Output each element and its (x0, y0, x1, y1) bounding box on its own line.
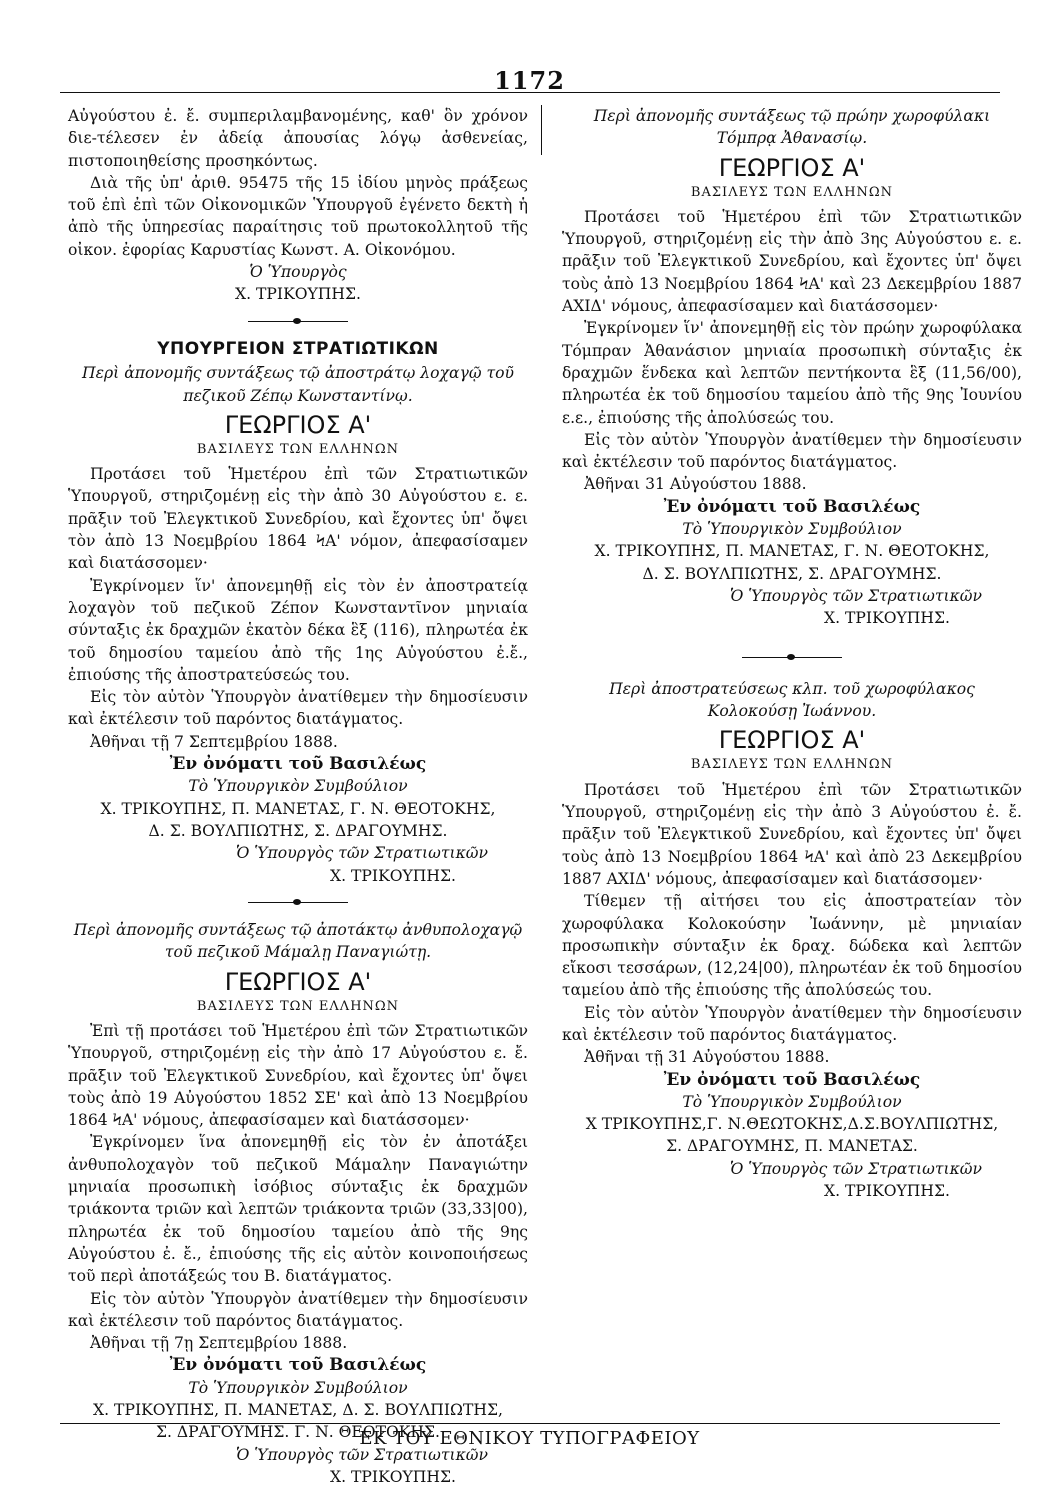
ministers-line: Δ. Σ. ΒΟΥΛΠΙΩΤΗΣ, Σ. ΔΡΑΓΟΥΜΗΣ. (642, 564, 942, 583)
decree-1 (68, 362, 528, 887)
signature-title: Ὁ Ὑπουργὸς τῶν Στρατιωτικῶν (235, 1445, 488, 1464)
decree-paragraph: Ἐγκρίνομεν ἵν' ἀπονεμηθῇ εἰς τὸν πρώην χωροφύλακα Τόμπραν Ἀθανάσιον μηνιαία προσωπικὴ σύνταξις ἐκ δραχμῶν ἕνδεκα καὶ λεπτῶν πεντήκοντα ἓξ (11,56/00), πληρωτέα ἐκ τοῦ δημοσίου ταμείου ἀπὸ τῆς 9ης Ἰουνίου ε.ε., ἐπιούσης τῆς ἀπολύσεώς του. (562, 319, 1022, 427)
signature-name: Χ. ΤΡΙΚΟΥΠΗΣ. (330, 866, 456, 885)
ministers-line: Χ. ΤΡΙΚΟΥΠΗΣ, Π. ΜΑΝΕΤΑΣ, Γ. Ν. ΘΕΟΤΟΚΗΣ, (100, 799, 496, 818)
signature-title: Ὁ Ὑπουργὸς τῶν Στρατιωτικῶν (729, 1159, 982, 1178)
decree-date: Ἀθῆναι τῇ 7 Σεπτεμβρίου 1888. (90, 732, 338, 751)
ministers-line: Χ. ΤΡΙΚΟΥΠΗΣ, Π. ΜΑΝΕΤΑΣ, Γ. Ν. ΘΕΟΤΟΚΗΣ, (594, 542, 990, 561)
signature-name: Χ. ΤΡΙΚΟΥΠΗΣ. (330, 1467, 456, 1486)
king-heading: ΓΕΩΡΓΙΟΣ Α' (718, 726, 866, 755)
ministers-line: Σ. ΔΡΑΓΟΥΜΗΣ. Γ. Ν. ΘΕΟΤΟΚΗΣ. (155, 1423, 440, 1442)
ministers-line: Δ. Σ. ΒΟΥΛΠΙΩΤΗΣ, Σ. ΔΡΑΓΟΥΜΗΣ. (148, 821, 448, 840)
decree-title: Περὶ ἀπονομῆς συντάξεως τῷ ἀποστράτῳ λοχαγῷ τοῦ πεζικοῦ Ζέπῳ Κωνσταντίνῳ. (81, 364, 514, 405)
king-heading: ΓΕΩΡΓΙΟΣ Α' (224, 967, 372, 996)
decree-3 (562, 105, 1022, 630)
ministry-heading: ΥΠΟΥΡΓΕΙΟΝ ΣΤΡΑΤΙΩΤΙΚΩΝ (157, 338, 439, 359)
in-name-of-king: Ἐν ὀνόματι τοῦ Βασιλέως (169, 1355, 427, 1376)
decree-title: Περὶ ἀπονομῆς συντάξεως τῷ ἀποτάκτῳ ἀνθυπολοχαγῷ τοῦ πεζικοῦ Μάμαλῃ Παναγιώτῃ. (73, 921, 523, 962)
decree-paragraph: Προτάσει τοῦ Ἡμετέρου ἐπὶ τῶν Στρατιωτικῶν Ὑπουργοῦ, στηριζομένῃ εἰς τὴν ἀπὸ 3ης Αὐγούστου ε. ε. πρᾶξιν τοῦ Ἐλεγκτικοῦ Συνεδρίου, καὶ ἔχοντες ὑπ' ὄψει τοὺς ἀπὸ 13 Νοεμβρίου 1864 ϞΑ' καὶ 23 Δεκεμβρίου 1887 ΑΧΙΔ' νόμους, ἀπεφασίσαμεν καὶ διατάσσομεν· (562, 207, 1022, 316)
in-name-of-king: Ἐν ὀνόματι τοῦ Βασιλέως (663, 496, 921, 517)
decree-paragraph: Εἰς τὸν αὐτὸν Ὑπουργὸν ἀνατίθεμεν τὴν δημοσίευσιν καὶ ἐκτέλεσιν τοῦ παρόντος διατάγματος. (562, 430, 1022, 472)
decree-paragraph: Ἐγκρίνομεν ἵνα ἀπονεμηθῇ εἰς τὸν ἐν ἀποτάξει ἀνθυπολοχαγὸν τοῦ πεζικοῦ Μάμαλην Παναγιώτην μηνιαία προσωπικὴ ἰσόβιος σύνταξις ἐκ δραχμῶν τριάκοντα τριῶν καὶ λεπτῶν τριάκοντα τριῶν (33,33|00), πληρωτέα ἐκ τοῦ δημοσίου ταμείου ἀπὸ τῆς 9ης Αὐγούστου ἐ. ἔ., ἐπιούσης τῆς εἰς αὐτὸν κοινοποιήσεως τοῦ περὶ ἀποτάξεώς του Β. διατάγματος. (68, 1133, 528, 1286)
section-separator (68, 891, 528, 913)
ministers-line: Σ. ΔΡΑΓΟΥΜΗΣ, Π. ΜΑΝΕΤΑΣ. (666, 1137, 918, 1156)
in-name-of-king: Ἐν ὀνόματι τοῦ Βασιλέως (663, 1069, 921, 1090)
decree-paragraph: Προτάσει τοῦ Ἡμετέρου ἐπὶ τῶν Στρατιωτικῶν Ὑπουργοῦ, στηριζομένῃ εἰς τὴν ἀπὸ 3 Αὐγούστου ἐ. ἔ. πρᾶξιν τοῦ Ἐλεγκτικοῦ Συνεδρίου, καὶ ἔχοντες ὑπ' ὄψει τοὺς ἀπὸ 13 Νοεμβρίου 1864 ϞΑ' καὶ ἀπὸ 23 Δεκεμβρίου 1887 ΑΧΙΔ' νόμους, ἀπεφασίσαμεν καὶ διατάσσομεν· (562, 780, 1022, 888)
ministers-line: Χ. ΤΡΙΚΟΥΠΗΣ, Π. ΜΑΝΕΤΑΣ, Δ. Σ. ΒΟΥΛΠΙΩΤΗΣ, (93, 1401, 503, 1420)
council-heading: Τὸ Ὑπουργικὸν Συμβούλιον (682, 520, 902, 539)
decree-date: Ἀθῆναι τῇ 31 Αὐγούστου 1888. (584, 1048, 830, 1067)
king-subheading: ΒΑΣΙΛΕΥΣ ΤΩΝ ΕΛΛΗΝΩΝ (196, 441, 400, 457)
column-divider (541, 105, 542, 155)
decree-paragraph: Προτάσει τοῦ Ἡμετέρου ἐπὶ τῶν Στρατιωτικῶν Ὑπουργοῦ, στηριζομένῃ εἰς τὴν ἀπὸ 30 Αὐγούστου ε. ε. πρᾶξιν τοῦ Ἐλεγκτικοῦ Συνεδρίου, καὶ ἔχοντες ὑπ' ὄψει τὸν ἀπὸ 13 Νοεμβρίου 1864 ϞΑ' νόμον, ἀπεφασίσαμεν καὶ διατάσσομεν· (68, 465, 528, 573)
decree-paragraph: Εἰς τὸν αὐτὸν Ὑπουργὸν ἀνατίθεμεν τὴν δημοσίευσιν καὶ ἐκτέλεσιν τοῦ παρόντος διατάγματος. (562, 1003, 1022, 1044)
ministers-line: Χ ΤΡΙΚΟΥΠΗΣ,Γ. Ν.ΘΕΩΤΟΚΗΣ,Δ.Σ.ΒΟΥΛΠΙΩΤΗΣ, (585, 1115, 999, 1134)
decree-paragraph: Τίθεμεν τῇ αἰτήσει του εἰς ἀποστρατείαν τὸν χωροφύλακα Κολοκούσην Ἰωάννην, μὲ μηνιαίαν προσωπικὴν σύνταξιν ἐκ δραχ. δώδεκα καὶ λεπτῶν εἴκοσι τεσσάρων, (12,24|00), πληρωτέαν ἐκ τοῦ δημοσίου ταμείου ἀπὸ τῆς ἐπιούσης τῆς ἀπολύσεώς του. (562, 892, 1022, 1000)
decree-2 (68, 919, 528, 1488)
king-subheading: ΒΑΣΙΛΕΥΣ ΤΩΝ ΕΛΛΗΝΩΝ (690, 757, 894, 773)
signature-title: Ὁ Ὑπουργὸς τῶν Στρατιωτικῶν (729, 586, 982, 605)
decree-date: Ἀθῆναι 31 Αὐγούστου 1888. (584, 475, 807, 494)
king-subheading: ΒΑΣΙΛΕΥΣ ΤΩΝ ΕΛΛΗΝΩΝ (196, 998, 400, 1014)
king-heading: ΓΕΩΡΓΙΟΣ Α' (224, 410, 372, 439)
printer-footer: ΕΚ ΤΟΥ ΕΘΝΙΚΟΥ ΤΥΠΟΓΡΑΦΕΙΟΥ (359, 1428, 700, 1449)
footer-rule (60, 1423, 1000, 1424)
decree-title: Περὶ ἀπονομῆς συντάξεως τῷ πρώην χωροφύλακι Τόμπρᾳ Ἀθανασίῳ. (593, 107, 991, 148)
page-number: 1172 (494, 66, 565, 95)
council-heading: Τὸ Ὑπουργικὸν Συμβούλιον (682, 1092, 902, 1111)
right-column (562, 105, 1022, 1202)
decree-paragraph: Ἐγκρίνομεν ἵν' ἀπονεμηθῇ εἰς τὸν ἐν ἀποστρατείᾳ λοχαγὸν τοῦ πεζικοῦ Ζέπον Κωνσταντῖνον μηνιαία σύνταξις ἐκ δραχμῶν ἑκατὸν δέκα ἓξ (116), πληρωτέα ἐκ τοῦ δημοσίου ταμείου ἀπὸ τῆς 1ης Αὐγούστου ἐ.ἔ., ἐπιούσης τῆς ἀποστρατεύσεώς του. (68, 576, 528, 684)
section-separator (562, 646, 1022, 668)
decree-paragraph: Ἐπὶ τῇ προτάσει τοῦ Ἡμετέρου ἐπὶ τῶν Στρατιωτικῶν Ὑπουργοῦ, στηριζομένῃ εἰς τὴν ἀπὸ 17 Αὐγούστου ε. ἔ. πρᾶξιν τοῦ Ἐλεγκτικοῦ Συνεδρίου, καὶ ἔχοντες ὑπ' ὄψει τοὺς ἀπὸ 19 Αὐγούστου 1852 ΣΕ' καὶ ἀπὸ 13 Νοεμβρίου 1864 ϞΑ' νόμους, ἀπεφασίσαμεν καὶ διατάσσομεν· (68, 1021, 528, 1130)
signature-name: Χ. ΤΡΙΚΟΥΠΗΣ. (824, 609, 950, 628)
council-heading: Τὸ Ὑπουργικὸν Συμβούλιον (188, 1378, 408, 1397)
decree-paragraph: Εἰς τὸν αὐτὸν Ὑπουργὸν ἀνατίθεμεν τὴν δημοσίευσιν καὶ ἐκτέλεσιν τοῦ παρόντος διατάγματος. (68, 1289, 528, 1330)
king-heading: ΓΕΩΡΓΙΟΣ Α' (718, 153, 866, 182)
left-column (68, 105, 528, 1488)
intro-paragraph: Αὐγούστου ἐ. ἔ. συμπεριλαμβανομένης, καθ' ὃν χρόνον διε-τέλεσεν ἐν ἀδείᾳ ἀπουσίας λόγῳ ἀσθενείας, πιστοποιηθείσης προσηκόντως. (68, 107, 528, 170)
in-name-of-king: Ἐν ὀνόματι τοῦ Βασιλέως (169, 754, 427, 775)
signature-name: Χ. ΤΡΙΚΟΥΠΗΣ. (824, 1182, 950, 1201)
header-rule (60, 92, 1000, 93)
intro-paragraph: Διὰ τῆς ὑπ' ἀριθ. 95475 τῆς 15 ἰδίου μηνὸς πράξεως τοῦ ἐπὶ ἐπὶ τῶν Οἰκονομικῶν Ὑπουργοῦ ἐγένετο δεκτὴ ἡ ἀπὸ τῆς ὑπηρεσίας παραίτησις τοῦ πρωτοκολλητοῦ τῆς οἰκον. ἐφορίας Καρυστίας Κωνστ. Α. Οἰκονόμου. (68, 173, 528, 259)
king-subheading: ΒΑΣΙΛΕΥΣ ΤΩΝ ΕΛΛΗΝΩΝ (690, 184, 894, 200)
decree-4 (562, 678, 1022, 1203)
signature-name: Χ. ΤΡΙΚΟΥΠΗΣ. (235, 285, 361, 304)
council-heading: Τὸ Ὑπουργικὸν Συμβούλιον (188, 777, 408, 796)
decree-paragraph: Εἰς τὸν αὐτὸν Ὑπουργὸν ἀνατίθεμεν τὴν δημοσίευσιν καὶ ἐκτέλεσιν τοῦ παρόντος διατάγματος. (68, 688, 528, 729)
decree-date: Ἀθῆναι τῇ 7ῃ Σεπτεμβρίου 1888. (90, 1334, 348, 1353)
signature-title: Ὁ Ὑπουργὸς (249, 263, 347, 282)
signature-title: Ὁ Ὑπουργὸς τῶν Στρατιωτικῶν (235, 844, 488, 863)
decree-title: Περὶ ἀποστρατεύσεως κλπ. τοῦ χωροφύλακος Κολοκούσῃ Ἰωάννου. (609, 679, 975, 721)
section-separator (68, 310, 528, 332)
